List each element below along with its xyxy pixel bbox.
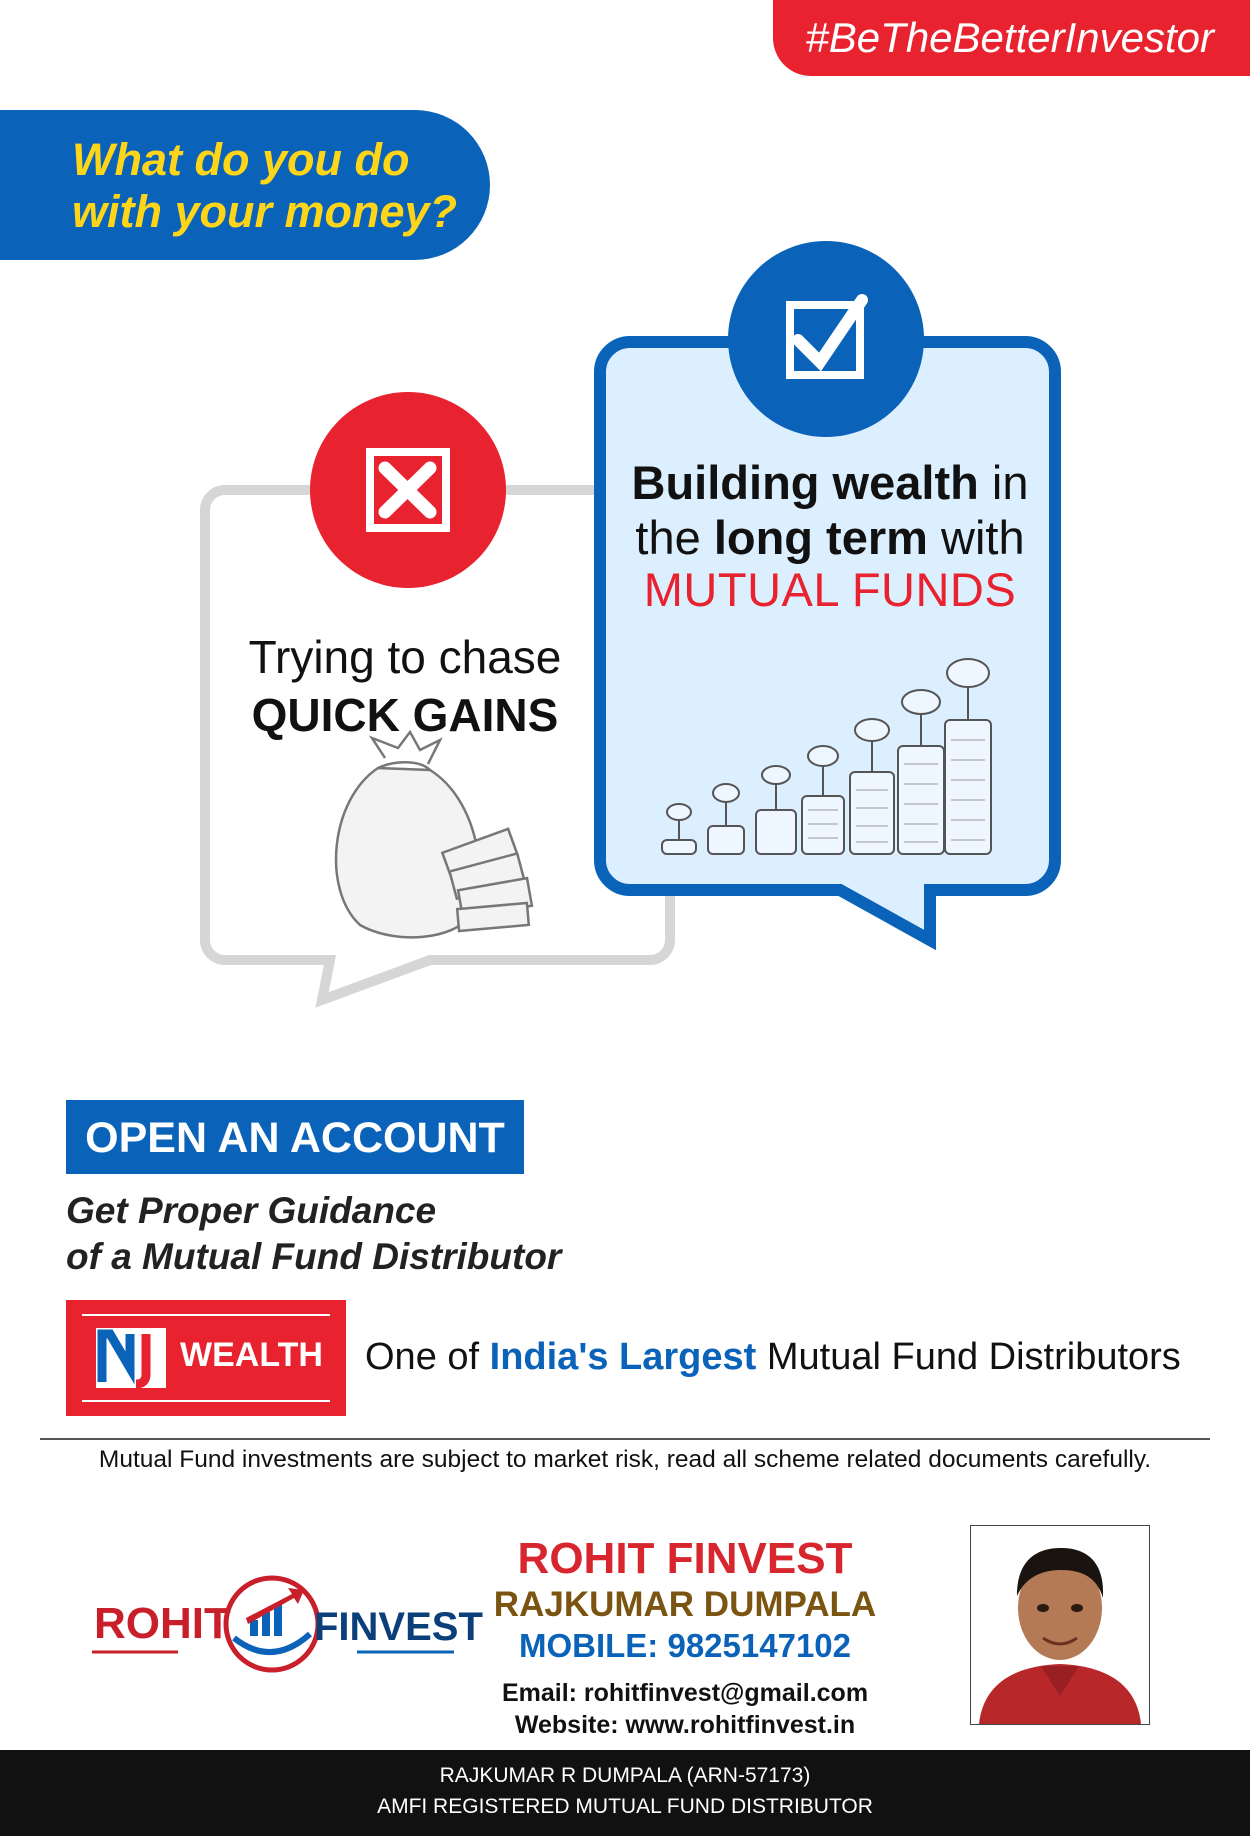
mobile-number[interactable]: MOBILE: 9825147102: [518, 1627, 851, 1664]
cross-box-icon: [310, 392, 506, 588]
building-wealth-line-1: Building wealth in: [631, 456, 1029, 509]
rohit-logo-text: ROHIT: [94, 1599, 231, 1648]
question-line-2: with your money?: [72, 186, 458, 237]
question-line-1: What do you do: [72, 134, 410, 185]
quick-gains-line-2: QUICK GAINS: [251, 689, 559, 741]
person-name: RAJKUMAR DUMPALA: [493, 1585, 877, 1624]
guidance-line-1: Get Proper Guidance: [66, 1190, 437, 1231]
website-link[interactable]: Website: www.rohitfinvest.in: [514, 1711, 856, 1739]
finvest-logo-text: FINVEST: [314, 1605, 483, 1649]
nj-logo-icon: [96, 1328, 166, 1388]
guidance-line-2: of a Mutual Fund Distributor: [66, 1236, 562, 1277]
footer-registration: AMFI REGISTERED MUTUAL FUND DISTRIBUTOR: [377, 1795, 873, 1818]
disclaimer: Mutual Fund investments are subject to market risk, read all scheme related documents carefully.: [98, 1446, 1152, 1473]
building-wealth-line-2: the long term with: [635, 511, 1025, 564]
rohit-finvest-logo: [92, 1568, 483, 1678]
firm-name: ROHIT FINVEST: [517, 1534, 853, 1583]
nj-wealth-logo: [66, 1300, 346, 1416]
checkbox-icon: [728, 241, 924, 437]
footer-arn: RAJKUMAR R DUMPALA (ARN-57173): [439, 1764, 811, 1787]
mutual-funds-label: MUTUAL FUNDS: [643, 563, 1017, 616]
divider: [40, 1438, 1210, 1440]
footer-bar: [0, 1750, 1250, 1836]
quick-gains-line-1: Trying to chase: [248, 631, 562, 683]
nj-tagline: One of India's Largest Mutual Fund Distributors: [365, 1336, 1181, 1378]
nj-logo-text: WEALTH: [180, 1336, 323, 1374]
email-link[interactable]: Email: rohitfinvest@gmail.com: [501, 1679, 869, 1707]
hashtag-banner: #BeTheBetterInvestor: [773, 0, 1250, 76]
distributor-photo: [970, 1525, 1150, 1725]
open-account-button[interactable]: OPEN AN ACCOUNT: [66, 1100, 524, 1174]
